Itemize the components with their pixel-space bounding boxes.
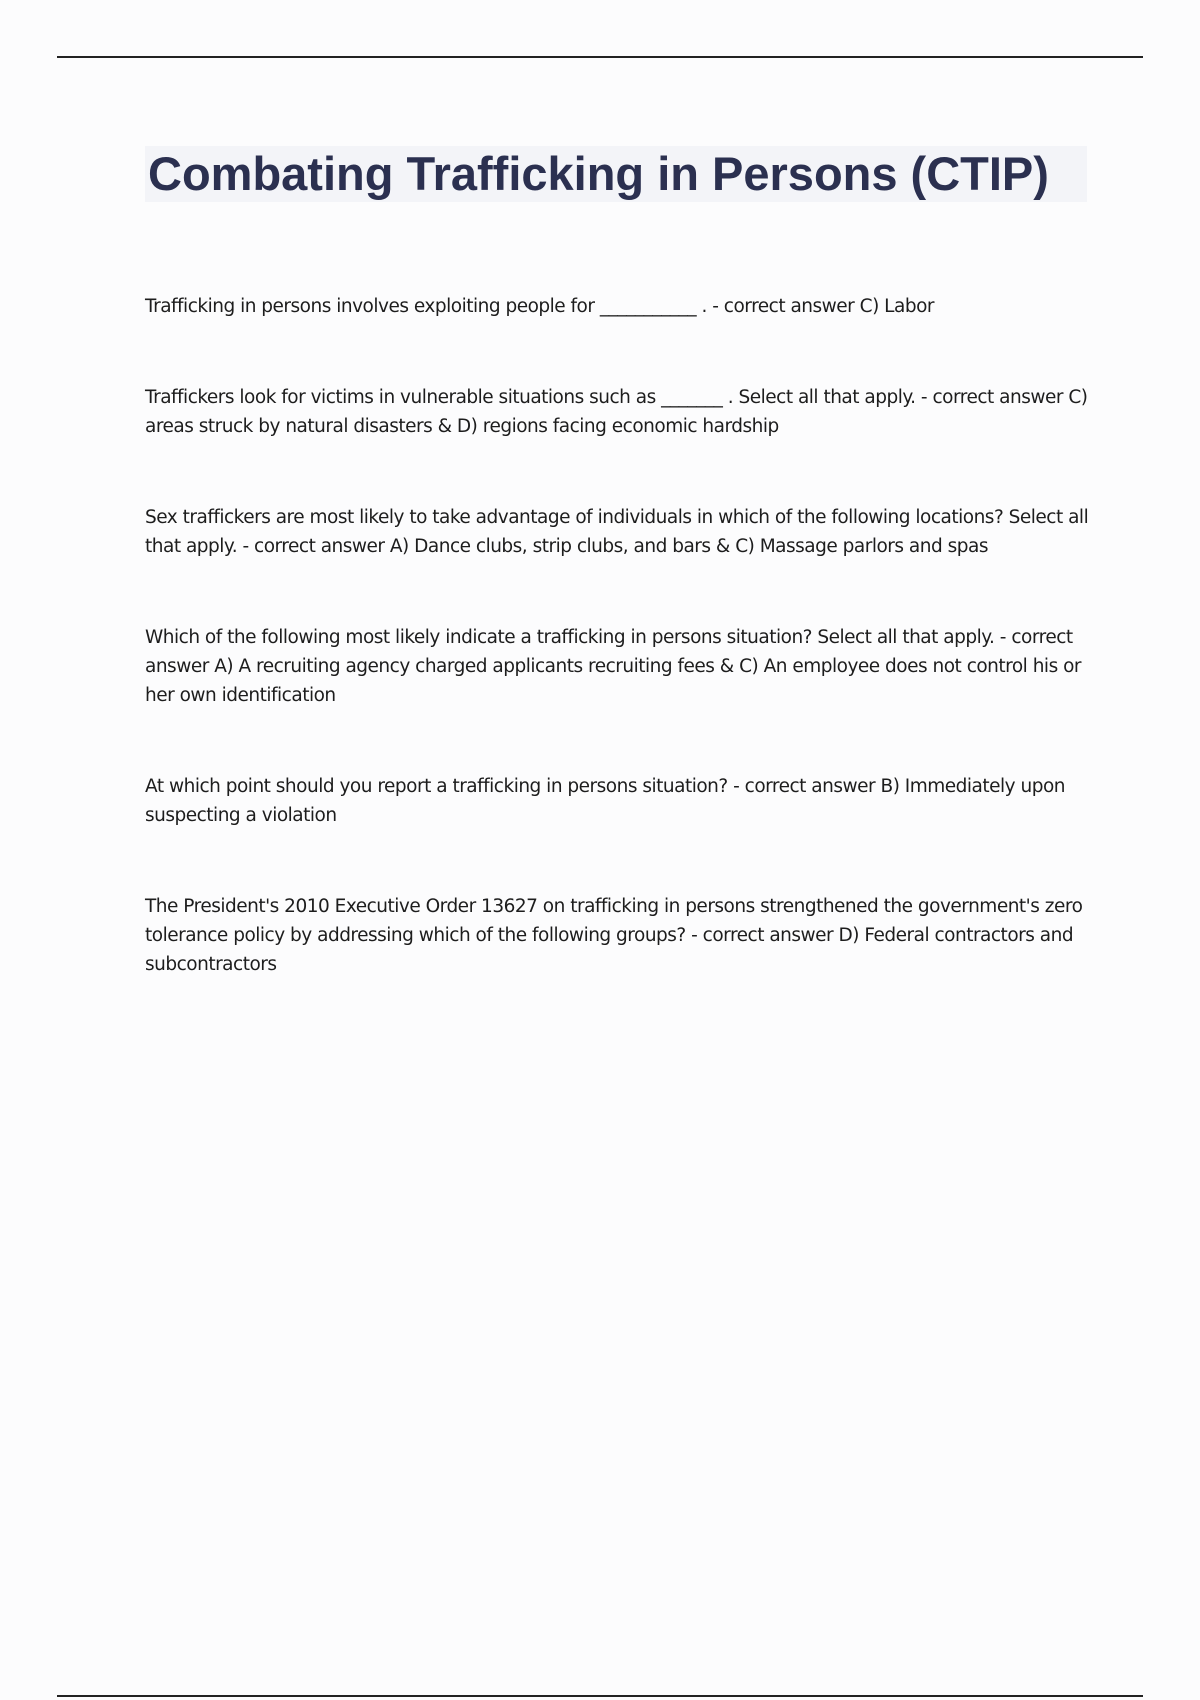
- qa-item: The President's 2010 Executive Order 13627 on trafficking in persons strengthened the government's zero tolerance policy by addressing which of the following groups? - correct answer D) Federal contractors and subcontractors: [145, 896, 1083, 975]
- qa-item: Traffickers look for victims in vulnerable situations such as _______ . Select all that apply. - correct answer C) areas struck by natural disasters & D) regions facing economic hardship: [145, 387, 1088, 437]
- qa-item: Which of the following most likely indicate a trafficking in persons situation? Select all that apply. - correct answer A) A recruiting agency charged applicants recruiting fees & C) An employee does not control his or her own identification: [145, 627, 1082, 706]
- qa-item: Sex traffickers are most likely to take advantage of individuals in which of the following locations? Select all that apply. - correct answer A) Dance clubs, strip clubs, and bars & C) Massage parlors and spas: [145, 507, 1089, 557]
- qa-item: At which point should you report a trafficking in persons situation? - correct answer B) Immediately upon suspecting a violation: [145, 776, 1066, 826]
- page-title: Combating Trafficking in Persons (CTIP): [148, 147, 1049, 200]
- top-rule: [57, 56, 1143, 58]
- bottom-rule: [57, 1695, 1143, 1697]
- title-band: [145, 146, 1087, 202]
- qa-list: [145, 292, 1090, 979]
- qa-item: Trafficking in persons involves exploiting people for ___________ . - correct answer C) Labor: [145, 296, 934, 317]
